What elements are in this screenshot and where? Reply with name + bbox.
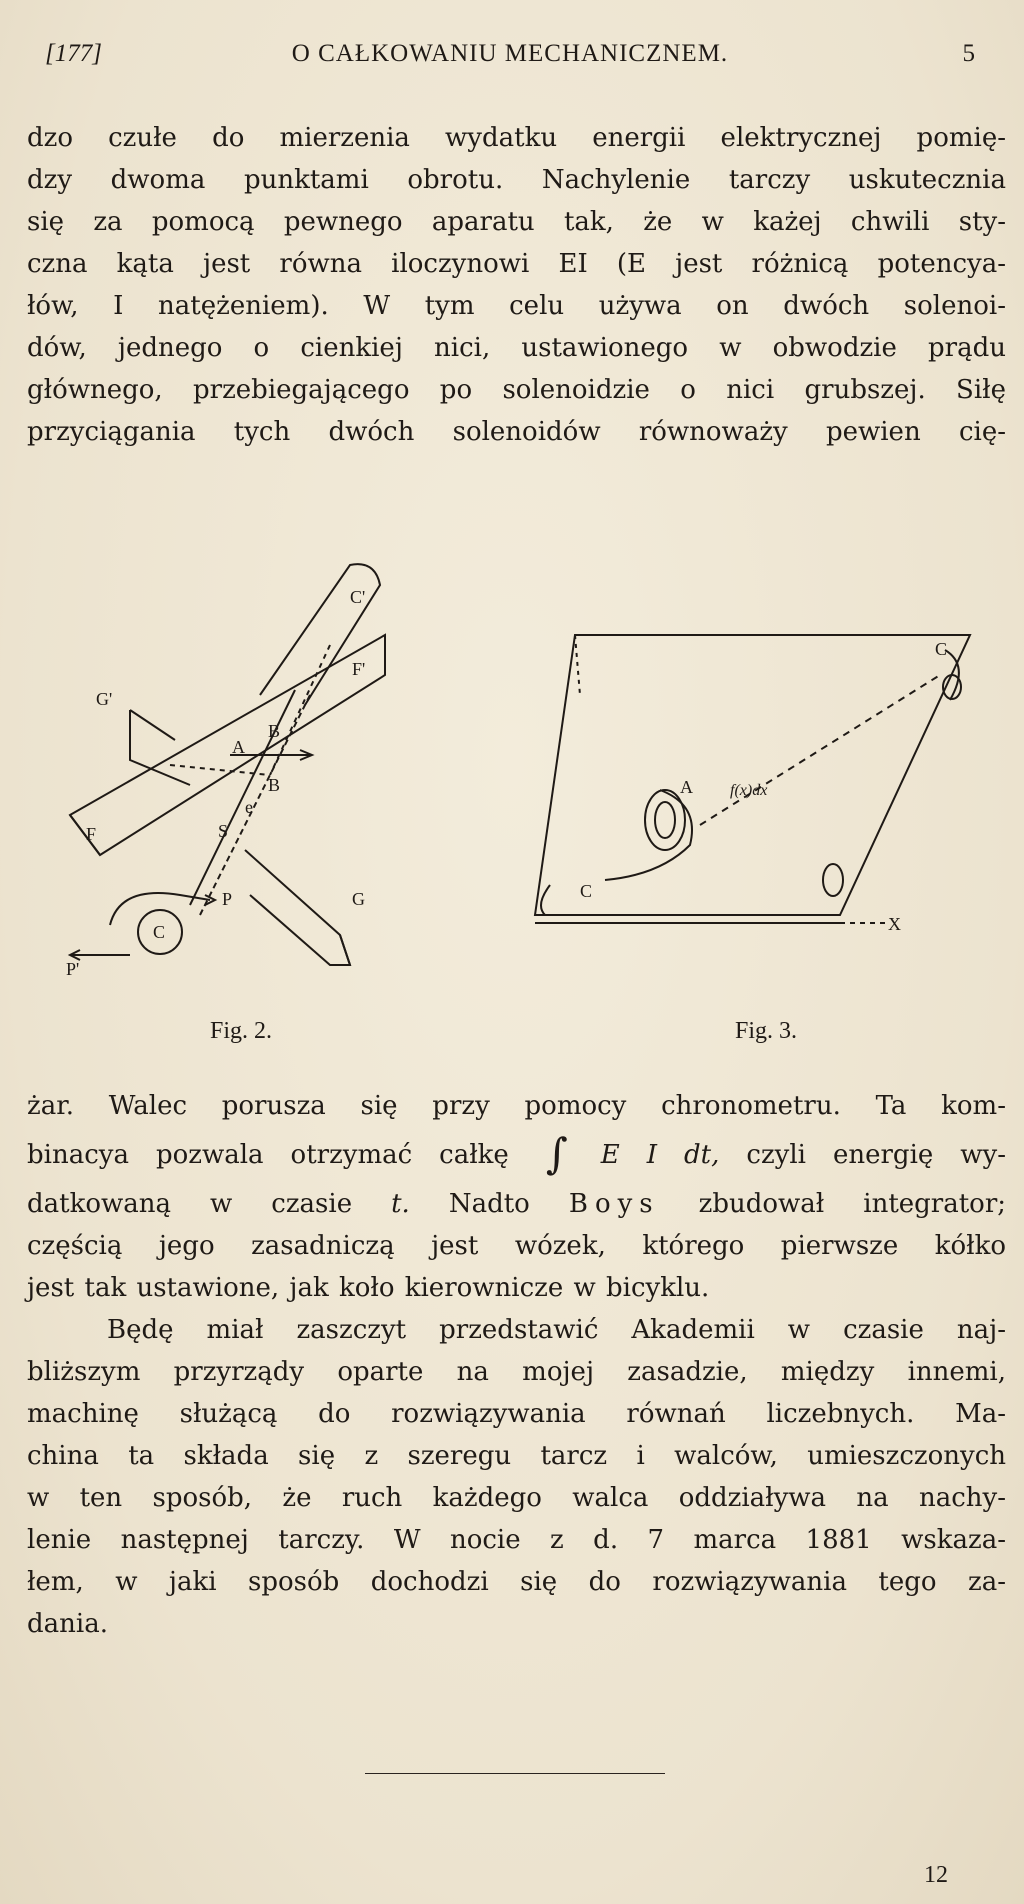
text-line: łem, w jaki sposób dochodzi się do rozwiązywania tego za-: [27, 1567, 1006, 1597]
fig2-bar-g: [245, 850, 350, 965]
fig2-wedge-g-prime-2: [130, 710, 175, 740]
fig3-label: X: [888, 914, 901, 934]
paragraph-2: [27, 1085, 1006, 1645]
text-line: łów, I natężeniem). W tym celu używa on dwóch solenoi-: [27, 291, 1006, 321]
running-head: [45, 40, 975, 72]
formula: E I dt,: [600, 1140, 720, 1170]
text-fragment: binacya pozwala otrzymać całkę: [27, 1140, 509, 1170]
variable-t: t.: [391, 1189, 410, 1219]
text-line: machinę służącą do rozwiązywania równań liczebnych. Ma-: [27, 1399, 1006, 1429]
fig2-bar-g-end: [340, 935, 350, 965]
fig2-label: F': [352, 659, 366, 679]
figure-3-drawing: [535, 635, 970, 923]
fig2-label: P: [222, 889, 233, 909]
fig2-label: A: [232, 737, 245, 757]
page-reference: [177]: [45, 40, 102, 67]
fig2-wedge-g-prime: [130, 710, 190, 785]
text-line: przyciągania tych dwóch solenoidów równoważy pewien cię-: [27, 417, 1006, 447]
text-fragment: datkowaną w czasie: [27, 1189, 353, 1219]
paragraph-1: [27, 117, 1006, 453]
figures-area: [40, 555, 1000, 975]
text-line: lenie następnej tarczy. W nocie z d. 7 marca 1881 wskaza-: [27, 1525, 1006, 1555]
text-fragment: czyli energię wy-: [746, 1140, 1007, 1170]
text-line: żar. Walec porusza się przy pomocy chronometru. Ta kom-: [27, 1091, 1006, 1121]
signature-number: 12: [924, 1862, 948, 1888]
text-line: Będę miał zaszczyt przedstawić Akademii w czasie naj-: [107, 1315, 1006, 1345]
fig2-rod-c-prime: [260, 564, 380, 705]
text-line-formula: [27, 1127, 1006, 1183]
text-line: dzo czułe do mierzenia wydatku energii elektrycznej pomię-: [27, 123, 1006, 153]
fig2-label: G: [352, 889, 365, 909]
fig3-curve-c: [541, 885, 550, 915]
author-name: Boys: [568, 1189, 660, 1219]
text-line: dania.: [27, 1609, 108, 1639]
fig2-label: S: [218, 821, 229, 841]
fig2-label: P': [66, 959, 80, 975]
fig2-label: e: [245, 797, 253, 817]
fig3-label: A: [680, 777, 693, 797]
text-line: jest tak ustawione, jak koło kierownicze w bicyklu.: [27, 1273, 710, 1303]
text-line: china ta składa się z szeregu tarcz i walców, umieszczonych: [27, 1441, 1006, 1471]
fig3-cone-a: [645, 790, 685, 850]
text-line: w ten sposób, że ruch każdego walca oddziaływa na nachy-: [27, 1483, 1006, 1513]
fig2-label: C: [153, 922, 166, 942]
text-line: głównego, przebiegającego po solenoidzie o nici grubszej. Siłę: [27, 375, 1006, 405]
fig3-label: f(x)dx: [730, 782, 768, 799]
text-line: dzy dwoma punktami obrotu. Nachylenie tarczy uskutecznia: [27, 165, 1006, 195]
fig2-label: B: [268, 721, 281, 741]
fig2-label: F: [86, 824, 97, 844]
text-line: się za pomocą pewnego aparatu tak, że w każej chwili sty-: [27, 207, 1006, 237]
section-rule: [365, 1773, 665, 1774]
figure-3-caption: Fig. 3.: [735, 1018, 798, 1044]
integral-sign: ∫: [545, 1129, 568, 1178]
figures-svg: [40, 555, 1000, 975]
fig2-label: C': [350, 587, 366, 607]
fig3-dashed-diagonal: [700, 675, 940, 825]
fig2-label: G': [96, 689, 113, 709]
text-line: [27, 1183, 1006, 1225]
figure-2-caption: Fig. 2.: [210, 1018, 273, 1044]
fig2-middle-rod-dashed: [200, 695, 310, 915]
running-title: O CAŁKOWANIU MECHANICZNEM.: [291, 40, 729, 67]
text-line: czna kąta jest równa iloczynowi EI (E jest różnicą potencya-: [27, 249, 1006, 279]
page-number: 5: [962, 40, 975, 67]
text-fragment: Nadto: [448, 1189, 530, 1219]
fig2-label: B: [268, 775, 281, 795]
text-line: dów, jednego o cienkiej nici, ustawionego w obwodzie prądu: [27, 333, 1006, 363]
text-fragment: zbudował integrator;: [698, 1189, 1007, 1219]
text-line: bliższym przyrządy oparte na mojej zasadzie, między innemi,: [27, 1357, 1006, 1387]
fig3-parallelogram: [535, 635, 970, 915]
figure-3-labels: [580, 639, 947, 934]
fig3-label: C: [935, 639, 948, 659]
text-line: częścią jego zasadniczą jest wózek, którego pierwsze kółko: [27, 1231, 1006, 1261]
fig3-dashed-left: [575, 635, 580, 695]
fig3-label: C: [580, 881, 593, 901]
fig3-wheel-bottom: [823, 864, 843, 896]
fig3-cone-a-inner: [655, 802, 675, 838]
